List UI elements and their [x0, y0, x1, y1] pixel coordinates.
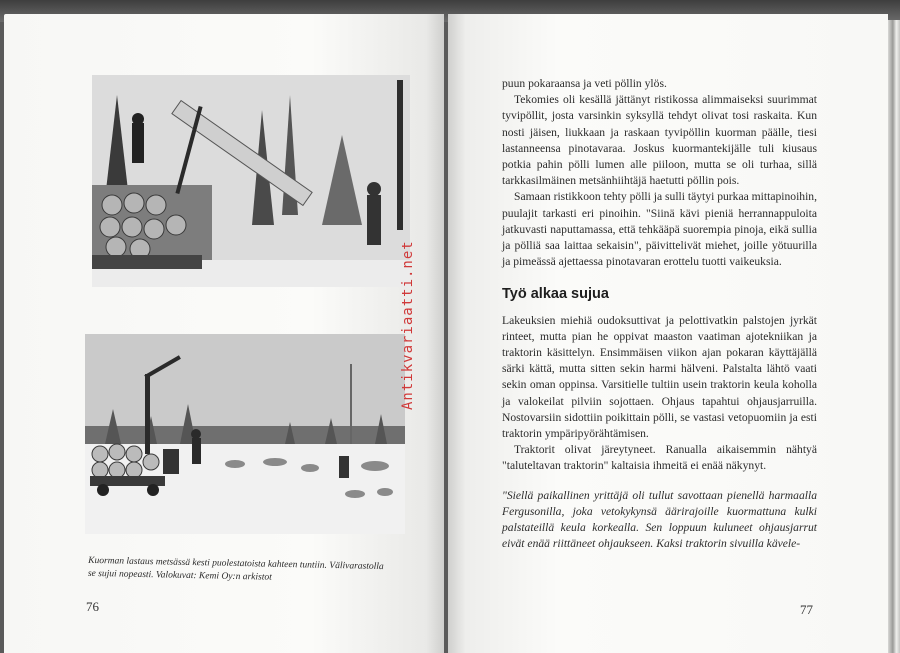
watermark-text: Antikvariaatti.net — [400, 240, 416, 410]
page-number-right: 77 — [800, 602, 813, 617]
paragraph: Lakeuksien miehiä oudoksuttivat ja pelottivatkin palstojen jyrkät rinteet, mutta pian he oppivat maaston vaatiman ajotekniikan ja traktorin käsittelyn. Ensimmäisen viikon ajan pokaran käyttäjällä särki kättä, mutta sitten sekin harmi hälveni. Palstalta lähtö vaati sekin oman oppinsa. Varsitielle tultiin usein traktorin keula koholla ja valokeilat pilviin sojottaen. Ohjaus tapahtui ohjausjarruilla. Nostovarsiin sidottiin poikittain pölli, se vastasi vetopuomiin ja esti traktorin ympäripyörähtämisen. — [502, 313, 817, 441]
photo-log-loading-image — [92, 75, 410, 287]
page-number-left: 76 — [86, 599, 99, 614]
paragraph: Tekomies oli kesällä jättänyt ristikossa alimmaiseksi suurimmat tyvipöllit, josta varsinkin syksyllä tehdyt olivat tosi raskaita. Kun nosti jäisen, liukkaan ja raskaan tyvipöllin kuorman päälle, tiesi lastanneensa pinotavaraa. Joskus kuormantekijälle tuli kiusaus potkia pahin pölli lumen alle piiloon, mutta se oli turhaa, sillä tarkkasilmäinen metsänhiihtäjä haetutti pöllin pois. — [502, 93, 817, 188]
photo-tractor-crane-image — [85, 334, 405, 534]
photo-tractor-crane — [85, 334, 405, 534]
page-stack-edge — [888, 20, 900, 653]
section-heading: Työ alkaa sujua — [502, 286, 609, 303]
right-page-body — [502, 76, 817, 552]
photo-log-loading — [92, 75, 410, 287]
photo-caption: Kuorman lastaus metsässä kesti puolestatoista kahteen tuntiin. Välivarastolla se sujui nopeasti. Valokuvat: Kemi Oy:n arkistot — [87, 555, 384, 583]
quote-paragraph: "Siellä paikallinen yrittäjä oli tullut savottaan pienellä harmaalla Fergusonilla, joka vetokykynsä äärirajoille kuormattuna kulki palstateillä keula korkealla. Sen loppuun kuluneet ohjausjarrut eivät enää riittäneet ohjaukseen. Kaksi traktorin sivuilla kävele- — [502, 488, 817, 551]
paragraph: Traktorit olivat järeytyneet. Ranualla aikaisemmin nähtyä "taluteltavan traktorin" kaltaisia ihmeitä ei enää näkynyt. — [502, 443, 817, 473]
paragraph: puun pokaraansa ja veti pöllin ylös. — [502, 77, 667, 90]
paragraph: Samaan ristikkoon tehty pölli ja sulli täytyi purkaa mittapinoihin, puulajit tarkasti eri pinoihin. "Siinä kävi pieniä herrannappuloita jatkuvasti naputtamassa, että tehkääpä suorempia pinoja, eikä sullia ja pölliä saa laittaa sekaisin", päivittelivät miehet, joille yötuurilla ja pimeässä ajettaessa pinotavaran erottelu tuotti vaikeuksia. — [502, 190, 818, 269]
